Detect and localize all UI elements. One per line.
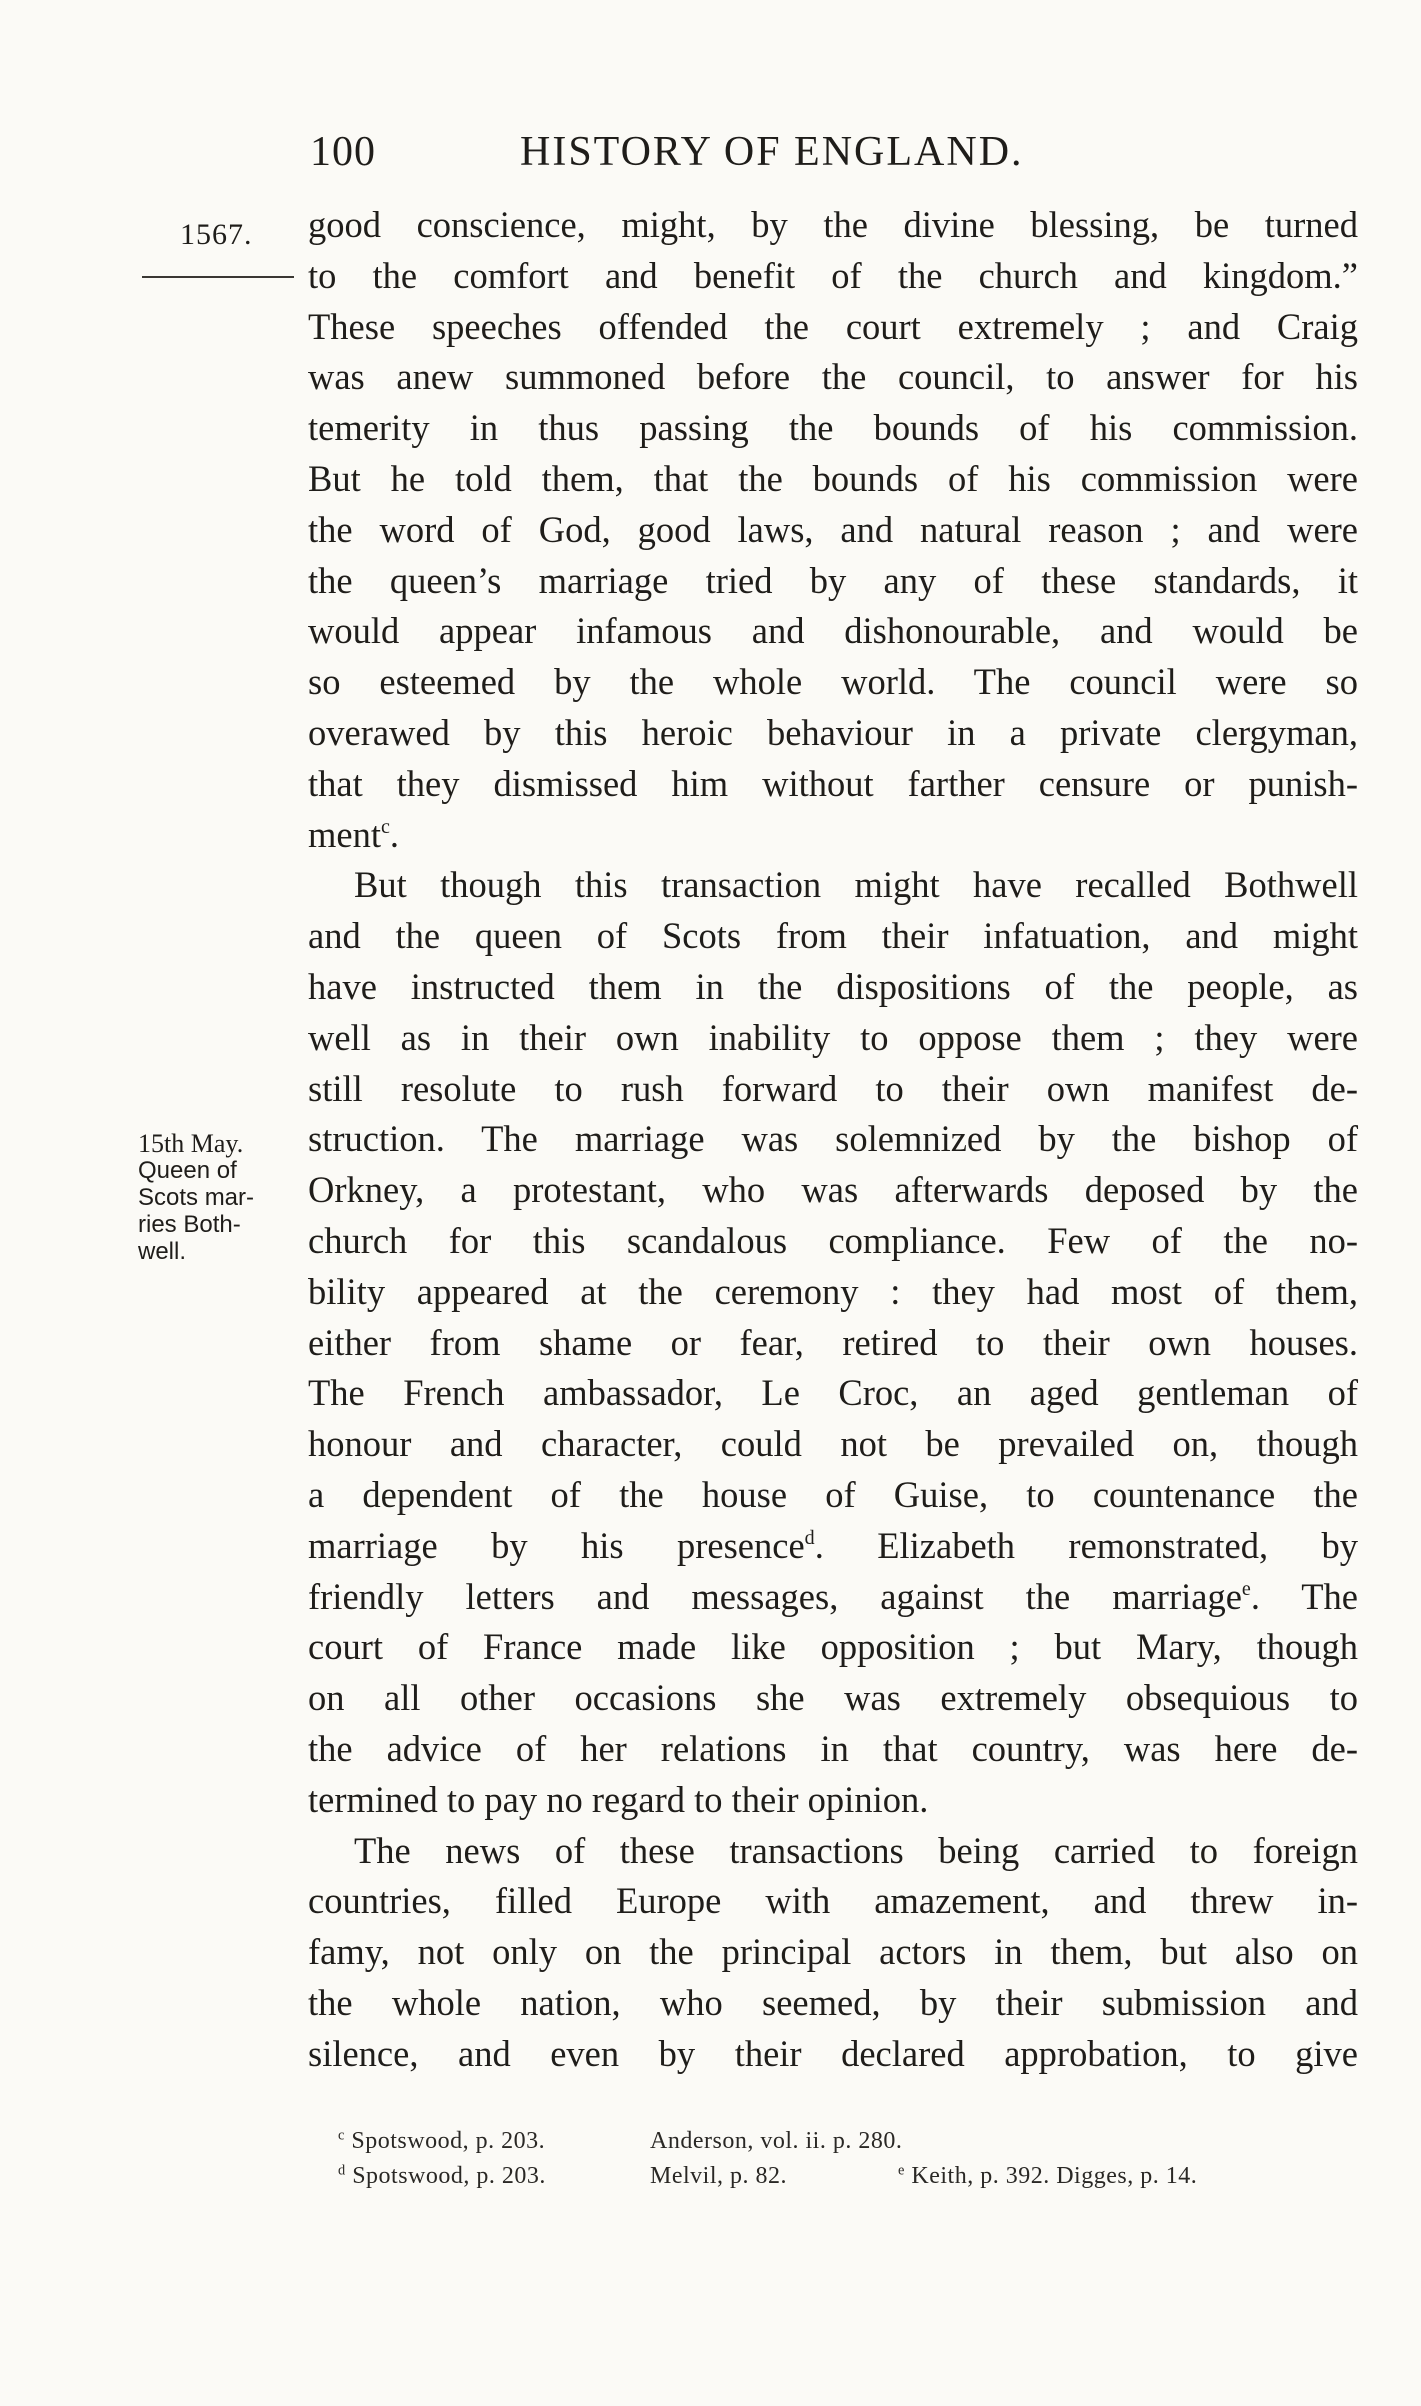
page-number: 100 (310, 129, 376, 175)
text-line: a dependent of the house of Guise, to countenance the (308, 1473, 1358, 1515)
footnote-d-first (338, 2159, 546, 2194)
text-line: would appear infamous and dishonourable, and would be (308, 610, 1358, 652)
text-line: church for this scandalous compliance. Few of the no- (308, 1219, 1358, 1261)
text-line: ment$^c$. (308, 813, 400, 855)
text-line: still resolute to rush forward to their own manifest de- (308, 1067, 1358, 1109)
text-line: temerity in thus passing the bounds of his commission. (308, 407, 1358, 449)
text-line: Orkney, a protestant, who was afterwards deposed by the (308, 1169, 1358, 1211)
running-title: HISTORY OF ENGLAND. (520, 129, 1024, 175)
text-line: to the comfort and benefit of the church and kingdom.” (308, 254, 1358, 296)
side-note-line: Scots mar- (138, 1184, 255, 1211)
body-text (308, 200, 1358, 2079)
footnote-c-second: Anderson, vol. ii. p. 280. (650, 2128, 903, 2154)
footnotes (338, 2124, 1358, 2194)
footnote-text: Spotswood, p. 203. (351, 2128, 546, 2154)
text-line: famy, not only on the principal actors in them, but also on (308, 1931, 1358, 1973)
text-line: that they dismissed him without farther censure or punish- (308, 762, 1358, 804)
text-line: The French ambassador, Le Croc, an aged gentleman of (308, 1372, 1358, 1414)
footnote-mark: e (898, 2162, 905, 2179)
text-line: the queen’s marriage tried by any of these standards, it (308, 559, 1358, 601)
text-line: termined to pay no regard to their opinion. (308, 1778, 929, 1820)
footnote-c (338, 2124, 1358, 2159)
text-fragment: friendly letters and messages, against the marriage (308, 1575, 1242, 1617)
footnote-text: Keith, p. 392. Digges, p. 14. (911, 2163, 1198, 2189)
side-note (138, 1130, 298, 1265)
text-line: overawed by this heroic behaviour in a private clergyman, (308, 711, 1358, 753)
text-line: the whole nation, who seemed, by their submission and (308, 1981, 1358, 2023)
text-line: court of France made like opposition ; but Mary, though (308, 1626, 1358, 1668)
text-line: But though this transaction might have recalled Bothwell (354, 864, 1358, 906)
side-note-line: Queen of (138, 1157, 237, 1184)
text-line: bility appeared at the ceremony : they had most of them, (308, 1270, 1358, 1312)
footnote-text: Spotswood, p. 203. (352, 2163, 546, 2189)
footnote-e (898, 2159, 1197, 2194)
text-line: either from shame or fear, retired to their own houses. (308, 1321, 1358, 1363)
text-line (308, 1572, 1358, 1623)
footnote-d (338, 2159, 1358, 2194)
text-fragment: marriage by his presence (308, 1524, 805, 1566)
footnote-c-first (338, 2124, 545, 2159)
running-header (300, 128, 1200, 188)
footnote-mark: d (804, 1526, 815, 1549)
text-fragment: . Elizabeth remonstrated, by (814, 1524, 1358, 1566)
text-line: the word of God, good laws, and natural reason ; and were (308, 508, 1358, 550)
text-line: countries, filled Europe with amazement, and threw in- (308, 1880, 1358, 1922)
text-line (308, 1521, 1358, 1572)
text-fragment: ment (308, 813, 381, 855)
text-line: good conscience, might, by the divine blessing, be turned (308, 204, 1358, 245)
margin-year: 1567. (180, 218, 253, 251)
text-fragment: . The (1250, 1575, 1358, 1617)
text-line: the advice of her relations in that country, was here de- (308, 1727, 1358, 1769)
text-line: on all other occasions she was extremely obsequious to (308, 1677, 1358, 1719)
text-line: was anew summoned before the council, to answer for his (308, 356, 1358, 398)
text-line: so esteemed by the whole world. The council were so (308, 661, 1358, 703)
text-line: honour and character, could not be prevailed on, though (308, 1423, 1358, 1465)
footnote-mark: e (1241, 1577, 1251, 1600)
footnote-mark: c (338, 2127, 345, 2144)
text-line: well as in their own inability to oppose them ; they were (308, 1016, 1358, 1058)
side-note-line: 15th May. (138, 1129, 244, 1158)
text-line: and the queen of Scots from their infatuation, and might (308, 915, 1358, 957)
text-line: These speeches offended the court extremely ; and Craig (308, 305, 1358, 347)
year-rule (142, 276, 294, 278)
text-line: But he told them, that the bounds of his commission were (308, 457, 1358, 499)
text-line: have instructed them in the dispositions of the people, as (308, 965, 1358, 1007)
footnote-d-second: Melvil, p. 82. (650, 2163, 787, 2189)
side-note-line: ries Both- (138, 1211, 241, 1238)
footnote-mark: c (380, 815, 390, 838)
footnote-mark: d (338, 2162, 346, 2179)
side-note-line: well. (138, 1238, 187, 1265)
text-line: The news of these transactions being carried to foreign (354, 1829, 1358, 1871)
text-line: silence, and even by their declared approbation, to give (308, 2032, 1358, 2074)
text-line: struction. The marriage was solemnized by the bishop of (308, 1118, 1358, 1160)
